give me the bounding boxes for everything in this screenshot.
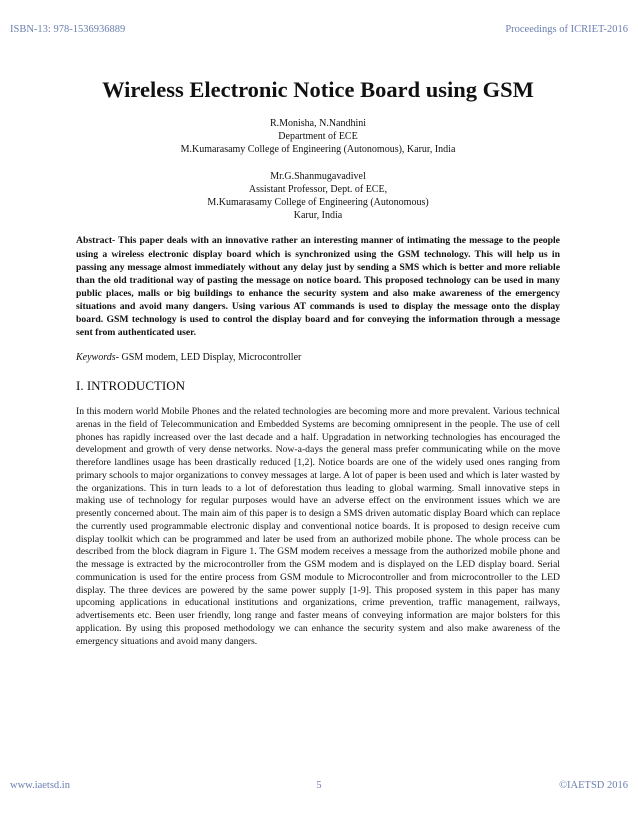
author-names: R.Monisha, N.Nandhini [269,118,367,129]
section-heading: I. INTRODUCTION [76,378,186,394]
keywords-label: Keywords- [76,352,119,364]
advisor-name: Mr.G.Shanmugavadivel [270,170,366,182]
abstract: Abstract- This paper deals with an innovative rather an interesting manner of intimating the message to the people using a wireless electronic display board which is synchronized using the GSM technology. This will help us in passing any message almost immediately without any delay just by sending a SMS which is better and more reliable than the old traditional way of pasting the message on notice board. This proposed technology can be used in many public places, malls or big buildings to enhance the security system and also make awareness of the emergency situations and avoid many dangers. Using various AT commands is used to display the message onto the display board. GSM technology is used to control the display board and for conveying the information through a message sent from authenticated user. [76,235,560,339]
author-institution: M.Kumarasamy College of Engineering (Autonomous), Karur, India [180,144,456,156]
page-number: 5 [316,780,322,791]
keywords-text: GSM modem, LED Display, Microcontroller [118,352,302,364]
author-department: Department of ECE [278,131,358,143]
website-link[interactable]: www.iaetsd.in [10,780,70,791]
isbn-label: ISBN-13: 978-1536936889 [10,24,126,35]
introduction-text: In this modern world Mobile Phones and the related technologies are becoming more and more prevalent. Various technical arenas in the field of Telecommunication and Embedded Systems are becoming omnipresent in the people. The use of cell phones has rapidly increased over the last decade and a half. Upgradation in networking technologies has encouraged the development and growth of very dense networks. Now-a-days the general mass prefer communicating while on the move therefore landlines usage has been drastically reduced [1,2]. Notice boards are one of the widely used ones ranging from primary schools to major organizations to convey messages at large. A lot of paper is been used and which is later wasted by the organizations. This in turn leads to a lot of deforestation thus leading to global warming. Small innovative steps in making use of technology for regular purposes would have an adverse effect on the environment issues which we are presently concerned about. The main aim of this paper is to design a SMS driven automatic display Board which can replace the currently used programmable electronic display and conventional notice boards. It is proposed to design receive cum display toolkit which can be programmed and later be used from an authorized mobile phone. The whole process can be described from the block diagram in Figure 1. The GSM modem receives a message from the authorized mobile phone and the message is extracted by the microcontroller from the GSM modem and is displayed on the LED display board. Serial communication is used for the entire process from GSM module to Microcontroller and from microcontroller to the LED display. The three devices are powered by the same power supply [1-9]. This proposed system in this paper has many upcoming applications in educational institutions and organizations, crime prevention, traffic management, railways, advertisements etc. Been user friendly, long range and faster means of conveying information are major bolsters for this application. By using this proposed methodology we can enhance the security system and also make awareness of the emergency situations and avoid many dangers. [76,406,560,647]
advisor-location: Karur, India [293,210,343,222]
paper-title: Wireless Electronic Notice Board using GSM [102,77,534,102]
advisor-title: Assistant Professor, Dept. of ECE, [248,183,388,195]
author-block-1 [76,117,560,157]
copyright-label: ©IAETSD 2016 [559,780,628,791]
keywords [76,351,560,364]
paper-content [76,76,560,648]
advisor-institution: M.Kumarasamy College of Engineering (Autonomous) [207,197,429,209]
author-block-2 [76,170,560,223]
proceedings-label: Proceedings of ICRIET-2016 [505,24,628,35]
